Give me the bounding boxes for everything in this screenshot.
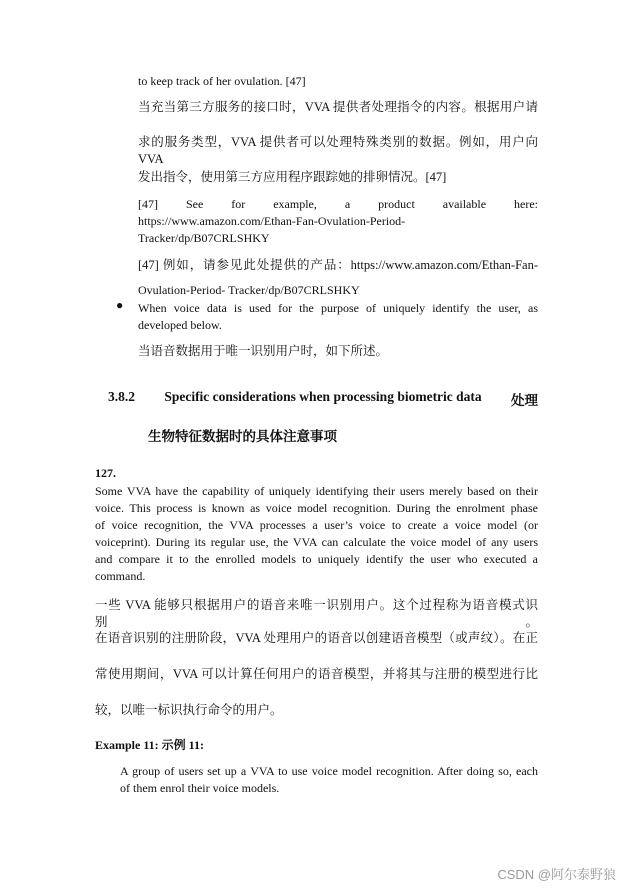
- paragraph-line: and compare it to the enrolled models to uniquely identify the user who executed a: [95, 552, 538, 566]
- bullet-text: developed below.: [138, 318, 222, 332]
- text-line-cn: 发出指令，使用第三方应用程序跟踪她的排卵情况。[47]: [138, 170, 447, 184]
- section-title-cn: 处理: [511, 393, 538, 408]
- text-line-cn: 求的服务类型，VVA 提供者可以处理特殊类别的数据。例如，用户向 VVA: [138, 135, 538, 166]
- bullet-text: When voice data is used for the purpose of uniquely identify the user, as: [138, 301, 538, 315]
- paragraph-cn-line: 较，以唯一标识执行命令的用户。: [95, 703, 283, 717]
- footnote-cn-cont: Ovulation-Period- Tracker/dp/B07CRLSHKY: [138, 283, 360, 297]
- example-text: A group of users set up a VVA to use voice model recognition. After doing so, each: [120, 764, 538, 778]
- text-line: to keep track of her ovulation. [47]: [138, 74, 306, 88]
- footnote-link: https://www.amazon.com/Ethan-Fan-Ovulation-Period-: [138, 214, 406, 228]
- footnote-cn: [47] 例如，请参见此处提供的产品：https://www.amazon.com/Ethan-Fan-: [138, 258, 538, 272]
- paragraph-line: voice. This process is known as voice model recognition. During the enrolment phase: [95, 501, 538, 515]
- bullet-text-cn: 当语音数据用于唯一识别用户时，如下所述。: [138, 344, 389, 358]
- paragraph-cn-line: 在语音识别的注册阶段，VVA 处理用户的语音以创建语音模型（或声纹）。在正: [95, 631, 538, 645]
- bullet-dot-icon: ●: [116, 298, 124, 312]
- paragraph-number: 127.: [95, 466, 116, 480]
- section-title-cn: 生物特征数据时的具体注意事项: [148, 429, 337, 444]
- footnote-link: Tracker/dp/B07CRLSHKY: [138, 231, 270, 245]
- paragraph-line: command.: [95, 569, 146, 583]
- paragraph-cn-line: 常使用期间，VVA 可以计算任何用户的语音模型，并将其与注册的模型进行比: [95, 667, 538, 681]
- section-title: Specific considerations when processing biometric data: [164, 389, 482, 404]
- paragraph-line: of voice recognition, the VVA processes a user’s voice to create a voice model (or: [95, 518, 538, 532]
- section-number: 3.8.2: [108, 389, 135, 404]
- footnote-line: [47] See for example, a product available here:: [138, 197, 538, 211]
- text-line-cn: 当充当第三方服务的接口时，VVA 提供者处理指令的内容。根据用户请: [138, 100, 538, 114]
- paragraph-line: Some VVA have the capability of uniquely identifying their users merely based on their: [95, 484, 538, 498]
- example-text: of them enrol their voice models.: [120, 781, 280, 795]
- watermark: CSDN @阿尔泰野狼: [497, 867, 616, 882]
- paragraph-line: voiceprint). During its regular use, the VVA can calculate the voice model of any users: [95, 535, 538, 549]
- section-heading: [108, 389, 538, 409]
- paragraph-cn-line: 一些 VVA 能够只根据用户的语音来唯一识别用户。这个过程称为语音模式识别。: [95, 598, 538, 629]
- example-label: Example 11: 示例 11:: [95, 738, 205, 752]
